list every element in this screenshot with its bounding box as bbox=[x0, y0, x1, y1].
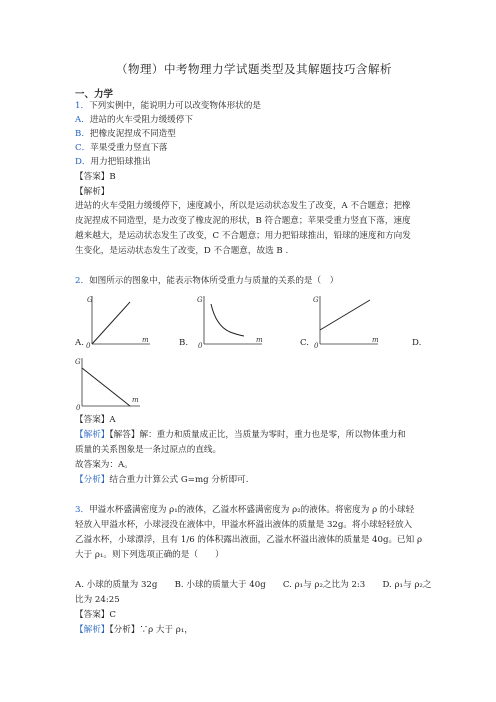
question-2-fenxi: 【分析】结合重力计算公式 G=mg 分析即可. bbox=[75, 475, 249, 485]
x-axis-label: m bbox=[256, 336, 263, 344]
question-2-conclusion: 故答案为：A。 bbox=[75, 460, 133, 470]
y-axis-label: G bbox=[197, 296, 203, 304]
document-title: （物理）中考物理力学试题类型及其解题技巧含解析 bbox=[116, 62, 392, 76]
origin-label: 0 bbox=[76, 404, 81, 412]
graph-line bbox=[92, 302, 130, 344]
question-3-line: 轻放入甲溢水杯，小球浸没在液体中，甲溢水杯溢出液体的质量是 32g。将小球轻轻放入 bbox=[75, 520, 413, 530]
question-3-line: 乙溢水杯，小球漂浮，且有 1/6 的体积露出液面，乙溢水杯溢出液体的质量是 40g。已知 ρ bbox=[75, 535, 423, 545]
question-1-analysis-line: 越来越大，是运动状态发生了改变，C 不合题意；用力把铅球推出，铅球的速度和方向发 bbox=[75, 231, 411, 241]
graph-d-letter: D. bbox=[412, 338, 422, 348]
question-3-answer: 【答案】C bbox=[75, 610, 116, 620]
question-3-options: A. 小球的质量为 32g B. 小球的质量大于 40g C. ρ₁与 ρ₂之比为 2:3 D. ρ₁与 ρ₂之 bbox=[75, 580, 432, 590]
question-3-line: 大于 ρ₁。则下列选项正确的是（ ） bbox=[75, 550, 224, 560]
x-axis-label: m bbox=[132, 396, 139, 404]
graph-line bbox=[320, 300, 370, 330]
question-number: 1． bbox=[75, 101, 90, 111]
question-number: 2． bbox=[75, 276, 90, 286]
question-2-stem: 2．如图所示的图象中，能表示物体所受重力与质量的关系的是（ ） bbox=[75, 276, 339, 286]
graph-b bbox=[194, 292, 266, 350]
y-axis-label: G bbox=[313, 296, 319, 304]
graph-c-letter: C. bbox=[300, 338, 310, 348]
question-1-option-a: A．进站的火车受阻力缓缓停下 bbox=[75, 115, 193, 125]
x-axis-label: m bbox=[372, 336, 379, 344]
graph-d bbox=[72, 352, 144, 412]
graph-curve bbox=[211, 304, 244, 336]
question-1-option-c: C．苹果受重力竖直下落 bbox=[75, 143, 168, 153]
y-axis-label: G bbox=[75, 358, 81, 366]
section-heading: 一、力学 bbox=[75, 89, 114, 100]
question-1-analysis-line: 进站的火车受阻力缓缓停下，速度减小，所以是运动状态发生了改变，A 不合题意；把橡 bbox=[75, 201, 411, 211]
question-2-analysis-line: 【解析】【解答】解：重力和质量成正比，当质量为零时，重力也是零，所以物体重力和 bbox=[75, 430, 406, 440]
origin-label: 0 bbox=[86, 342, 91, 350]
graph-a bbox=[84, 292, 154, 350]
graph-c bbox=[310, 292, 382, 350]
x-axis-label: m bbox=[142, 336, 149, 344]
question-3-line: 3．甲溢水杯盛满密度为 ρ₁的液体，乙溢水杯盛满密度为 ρ₂的液体。将密度为 ρ 的小球轻 bbox=[75, 505, 415, 515]
graph-line bbox=[82, 368, 130, 406]
graph-a-letter: A. bbox=[75, 338, 84, 348]
question-1-analysis-line: 生变化，是运动状态发生了改变，D 不合题意，故选 B . bbox=[75, 246, 289, 256]
graph-b-letter: B. bbox=[179, 338, 189, 348]
origin-label: 0 bbox=[198, 342, 203, 350]
question-3-analysis: 【解析】【分析】∵ρ 大于 ρ₁， bbox=[75, 625, 193, 635]
question-1-option-d: D．用力把铅球推出 bbox=[75, 157, 151, 167]
question-1-analysis-line: 皮泥捏成不同造型，是力改变了橡皮泥的形状，B 符合题意；苹果受重力竖直下落，速度 bbox=[75, 216, 411, 226]
question-1-option-b: B．把橡皮泥捏成不同造型 bbox=[75, 129, 176, 139]
question-number: 3． bbox=[75, 505, 90, 515]
question-3-options-cont: 比为 24:25 bbox=[75, 595, 120, 605]
question-1-stem: 1．下列实例中，能说明力可以改变物体形状的是 bbox=[75, 101, 261, 111]
origin-label: 0 bbox=[314, 342, 319, 350]
question-2-analysis-line: 质量的关系图象是一条过原点的直线。 bbox=[75, 445, 222, 455]
question-1-analysis-label: 【解析】 bbox=[75, 187, 110, 197]
question-2-answer: 【答案】A bbox=[75, 415, 116, 425]
question-1-answer: 【答案】B bbox=[75, 172, 116, 182]
y-axis-label: G bbox=[87, 296, 93, 304]
